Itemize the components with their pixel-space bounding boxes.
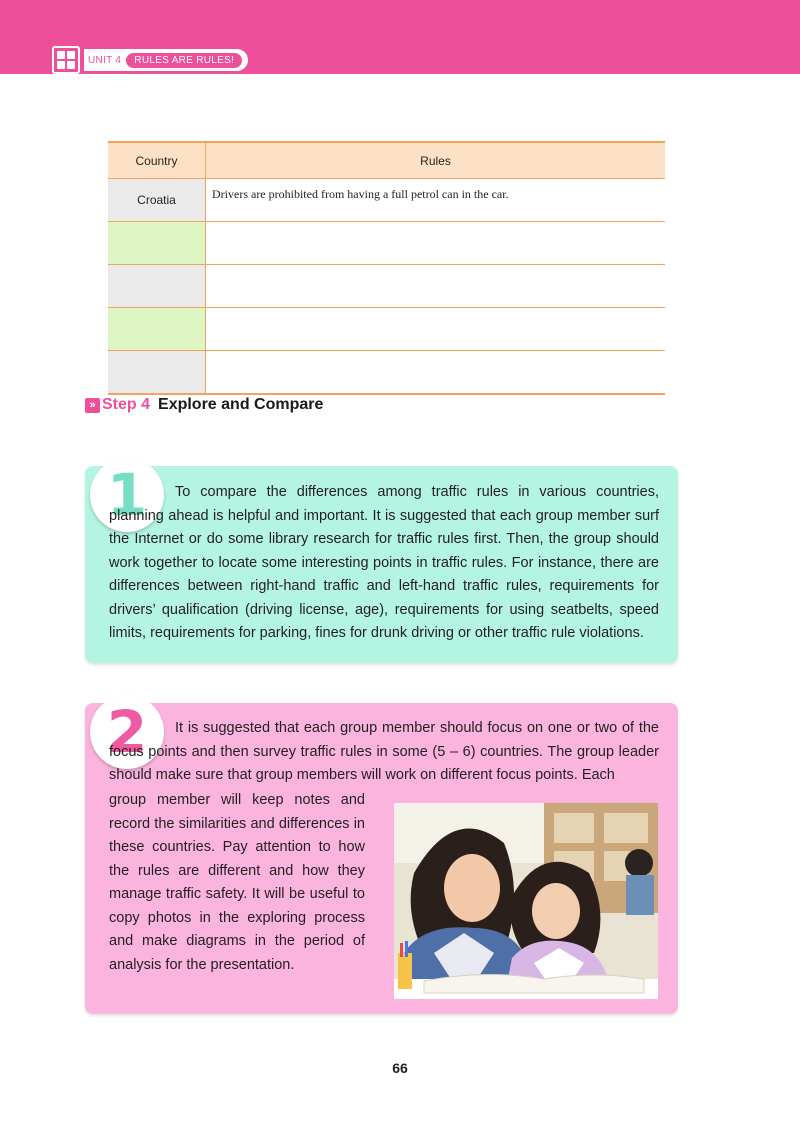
rule-cell [206, 222, 666, 265]
students-photo [394, 803, 658, 999]
students-photo-illustration [394, 803, 658, 999]
unit-label: UNIT 4 [88, 54, 122, 66]
rule-cell [206, 351, 666, 395]
unit-logo-icon [52, 46, 80, 74]
section-1-number: 1 [90, 458, 164, 532]
rule-cell: Drivers are prohibited from having a full petrol can in the car. [206, 179, 666, 222]
country-cell [108, 222, 206, 265]
table-row [108, 351, 665, 395]
table-row [108, 179, 665, 222]
unit-pill [84, 49, 248, 71]
page-number: 66 [392, 1060, 408, 1076]
step-label: Step 4 [102, 396, 151, 413]
country-cell [108, 308, 206, 351]
column-header-rules: Rules [206, 142, 666, 179]
section-1-text: To compare the differences among traffic rules in various countries, planning ahead is helpful and important. It is suggested that each group member surf the Internet or do some library research for traffic rules first. Then, the group should work together to locate some interesting points in traffic rules. For instance, there are differences between right-hand traffic and left-hand traffic rules, requirements for drivers’ qualification (driving license, age), requirements for using seatbelts, speed limits, requirements for parking, fines for drunk driving or other traffic rule violations. [109, 484, 659, 641]
rule-cell [206, 308, 666, 351]
unit-title: RULES ARE RULES! [126, 53, 242, 68]
country-cell: Croatia [108, 179, 206, 222]
country-cell [108, 265, 206, 308]
table-header-row [108, 142, 665, 179]
section-2-text-side: group member will keep notes and record the similarities and differences in these countries. Pay attention to how the rules are different and how they manage traffic safety. It will be useful to copy photos in the exploring process and make diagrams in the period of analysis for the presentation. [109, 792, 365, 973]
step-title: Explore and Compare [158, 396, 324, 413]
double-chevron-icon: » [85, 398, 100, 413]
table-row [108, 308, 665, 351]
rule-cell [206, 265, 666, 308]
column-header-country: Country [108, 142, 206, 179]
country-cell [108, 351, 206, 395]
section-2-text-top: It is suggested that each group member should focus on one or two of the focus points and then survey traffic rules in some (5 – 6) countries. The group leader should make sure that group members will work on different focus points. Each [109, 720, 659, 783]
table-row [108, 265, 665, 308]
step-heading [85, 396, 323, 414]
table-row [108, 222, 665, 265]
section-2-number: 2 [90, 695, 164, 769]
rules-table [108, 141, 665, 395]
unit-badge [52, 46, 248, 74]
